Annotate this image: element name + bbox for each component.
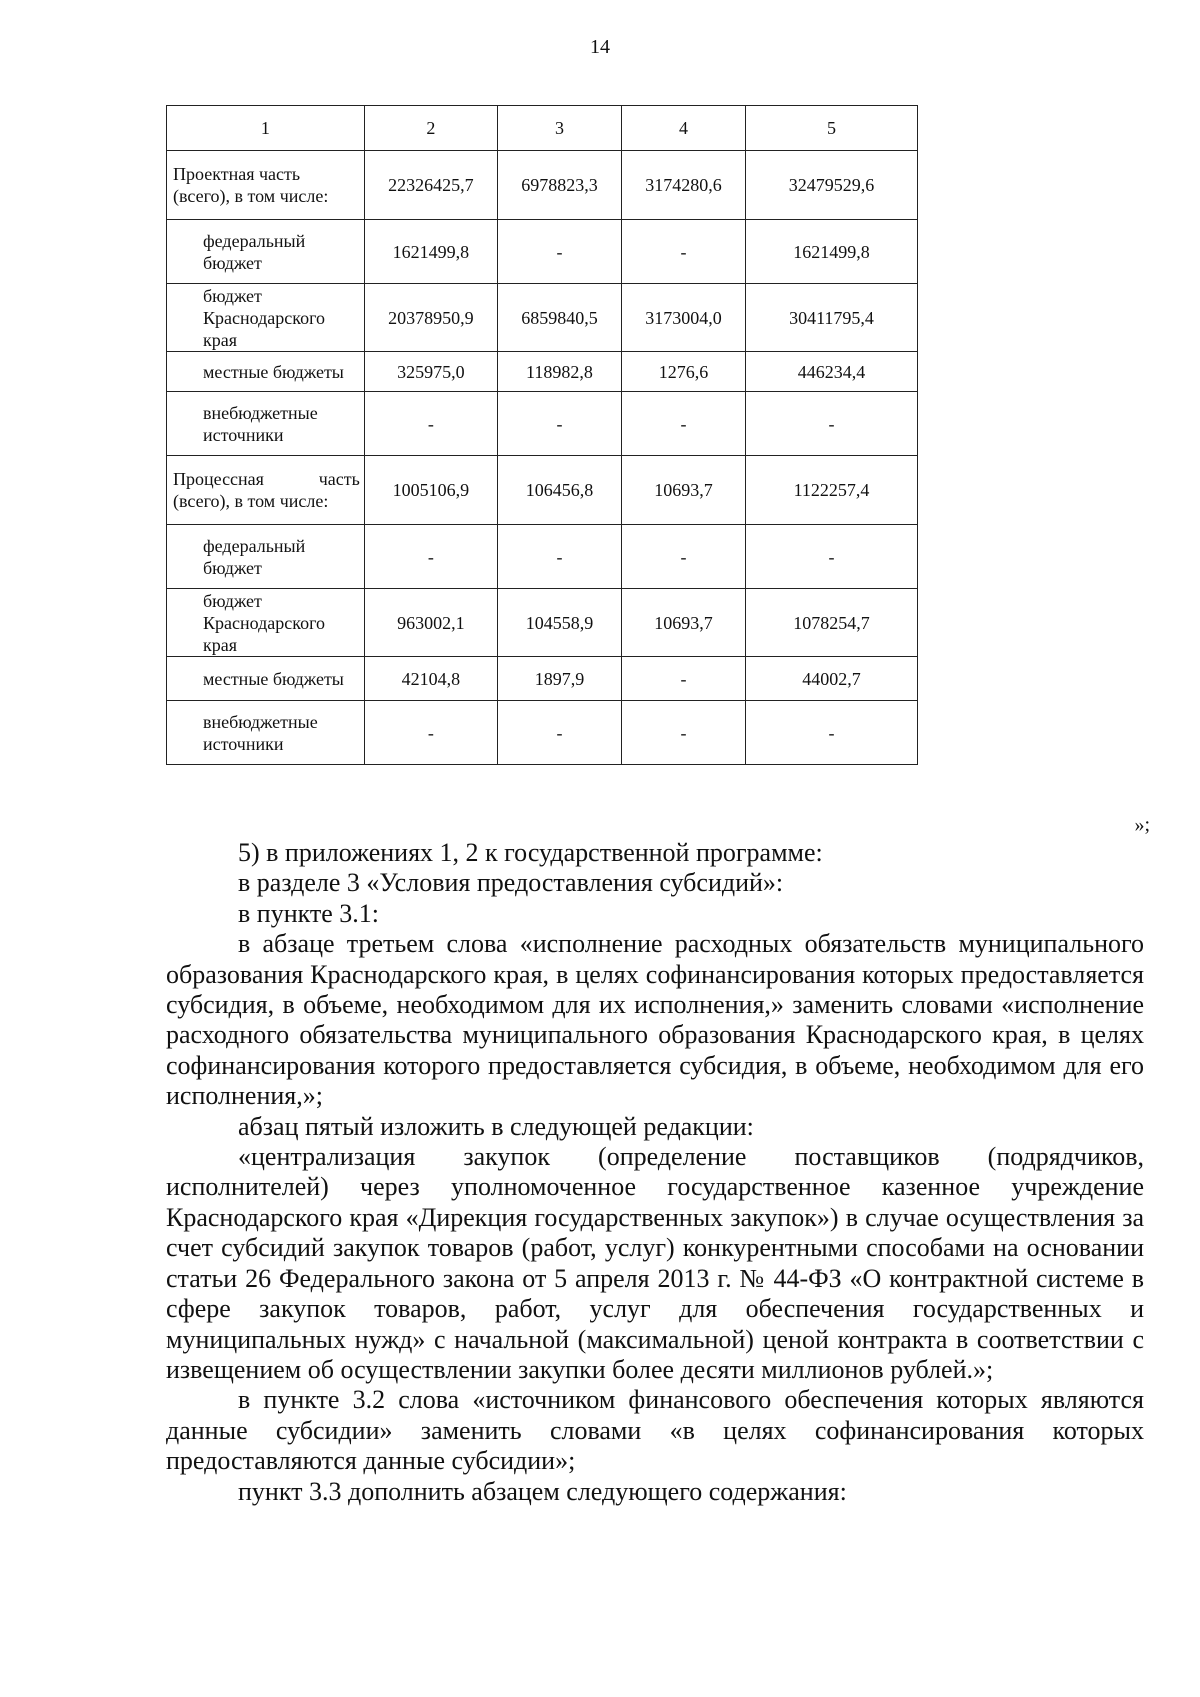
row-label-line: (всего), в том числе: xyxy=(173,491,329,511)
table-cell: - xyxy=(621,220,745,284)
paragraph: «централизация закупок (определение поставщиков (подрядчиков, исполнителей) через уполномоченное государственное казенное учреждение Краснодарского края «Дирекция государственных закупок») в случае осуществления за счет субсидий закупок товаров (работ, услуг) конкурентными способами на основании статьи 26 Федерального закона от 5 апреля 2013 г. № 44-ФЗ «О контрактной системе в сфере закупок товаров, работ, услуг для обеспечения государственных и муниципальных нужд» с начальной (максимальной) ценой контракта в соответствии с извещением об осуществлении закупки более десяти миллионов рублей.»; xyxy=(166,1142,1144,1384)
table-cell: 22326425,7 xyxy=(364,151,497,220)
paragraph: пункт 3.3 дополнить абзацем следующего содержания: xyxy=(238,1476,847,1506)
table-cell: 106456,8 xyxy=(497,456,621,525)
table-cell: 1621499,8 xyxy=(746,220,918,284)
paragraph: в абзаце третьем слова «исполнение расходных обязательств муниципального образования Краснодарского края, в целях софинансирования которых предоставляется субсидия, в объеме, необходимом для их исполнения,» заменить словами «исполнение расходного обязательства муниципального образования Краснодарского края, в целях софинансирования которого предоставляется субсидия, в объеме, необходимом для его исполнения,»; xyxy=(166,929,1144,1111)
row-label-line: федеральный xyxy=(203,535,306,556)
row-label xyxy=(167,352,365,392)
table-cell: 1897,9 xyxy=(497,657,621,701)
table-cell: - xyxy=(621,701,745,765)
table-row xyxy=(167,525,918,589)
table-cell: 1005106,9 xyxy=(364,456,497,525)
table-header-cell: 5 xyxy=(746,106,918,151)
row-label xyxy=(167,151,365,220)
table-cell: - xyxy=(746,392,918,456)
table-cell: - xyxy=(621,392,745,456)
table-cell: 10693,7 xyxy=(621,589,745,657)
table-cell: 325975,0 xyxy=(364,352,497,392)
table-cell: 6978823,3 xyxy=(497,151,621,220)
table-cell: - xyxy=(497,220,621,284)
table-cell: 3174280,6 xyxy=(621,151,745,220)
row-label-line: Процессная часть xyxy=(173,469,360,489)
table-row xyxy=(167,657,918,701)
table-cell: - xyxy=(497,701,621,765)
closing-quote: »; xyxy=(1134,814,1150,836)
row-label-line: местные бюджеты xyxy=(203,361,344,382)
table-row xyxy=(167,284,918,352)
table-cell: 32479529,6 xyxy=(746,151,918,220)
table-cell: 1276,6 xyxy=(621,352,745,392)
row-label xyxy=(167,220,365,284)
table-cell: 118982,8 xyxy=(497,352,621,392)
row-label-line: местные бюджеты xyxy=(203,668,344,689)
row-label-line: Краснодарского края xyxy=(203,307,326,350)
row-label-line: Краснодарского края xyxy=(203,612,326,655)
paragraph: 5) в приложениях 1, 2 к государственной программе: xyxy=(238,838,823,867)
table-row xyxy=(167,220,918,284)
table-cell: 3173004,0 xyxy=(621,284,745,352)
row-label xyxy=(167,525,365,589)
table-cell: - xyxy=(364,701,497,765)
table-header-row xyxy=(167,106,918,151)
paragraph: абзац пятый изложить в следующей редакции: xyxy=(238,1111,754,1141)
table-row xyxy=(167,352,918,392)
table-row xyxy=(167,589,918,657)
row-label-line: бюджет xyxy=(203,590,262,611)
table-row xyxy=(167,392,918,456)
paragraph: в пункте 3.2 слова «источником финансового обеспечения которых являются данные субсидии» заменить словами «в целях софинансирования которых предоставляются данные субсидии»; xyxy=(166,1385,1144,1476)
table-cell: - xyxy=(621,657,745,701)
table-row xyxy=(167,456,918,525)
table-cell: 1621499,8 xyxy=(364,220,497,284)
row-label-line: бюджет xyxy=(203,557,262,578)
table-cell: 1078254,7 xyxy=(746,589,918,657)
table-row xyxy=(167,151,918,220)
row-label xyxy=(167,284,365,352)
table-cell: - xyxy=(497,525,621,589)
table-header-cell: 3 xyxy=(497,106,621,151)
table-cell: - xyxy=(364,392,497,456)
row-label-line: источники xyxy=(203,733,284,754)
table-cell: 10693,7 xyxy=(621,456,745,525)
table-cell: 30411795,4 xyxy=(746,284,918,352)
document-body xyxy=(166,838,1144,1507)
table-cell: 44002,7 xyxy=(746,657,918,701)
table-row xyxy=(167,701,918,765)
page-number: 14 xyxy=(590,36,610,58)
row-label-line: внебюджетные xyxy=(203,711,318,732)
paragraph: в пункте 3.1: xyxy=(238,898,380,928)
row-label xyxy=(167,589,365,657)
table-cell: 104558,9 xyxy=(497,589,621,657)
table-cell: - xyxy=(364,525,497,589)
table-cell: - xyxy=(497,392,621,456)
row-label-line: источники xyxy=(203,424,284,445)
paragraph: в разделе 3 «Условия предоставления субсидий»: xyxy=(238,868,784,898)
table-cell: - xyxy=(746,701,918,765)
row-label-line: внебюджетные xyxy=(203,402,318,423)
table-cell: 963002,1 xyxy=(364,589,497,657)
row-label xyxy=(167,456,365,525)
row-label xyxy=(167,657,365,701)
table-header-cell: 1 xyxy=(167,106,365,151)
budget-table xyxy=(166,105,918,765)
row-label xyxy=(167,701,365,765)
table-header-cell: 2 xyxy=(364,106,497,151)
row-label-line: бюджет xyxy=(203,285,262,306)
table-cell: 42104,8 xyxy=(364,657,497,701)
table-cell: - xyxy=(621,525,745,589)
table-cell: 6859840,5 xyxy=(497,284,621,352)
row-label xyxy=(167,392,365,456)
row-label-line: Проектная часть xyxy=(173,164,301,184)
table-cell: 20378950,9 xyxy=(364,284,497,352)
row-label-line: федеральный xyxy=(203,230,306,251)
row-label-line: бюджет xyxy=(203,252,262,273)
row-label-line: (всего), в том числе: xyxy=(173,186,329,206)
table-cell: - xyxy=(746,525,918,589)
table-header-cell: 4 xyxy=(621,106,745,151)
table-cell: 446234,4 xyxy=(746,352,918,392)
table-cell: 1122257,4 xyxy=(746,456,918,525)
